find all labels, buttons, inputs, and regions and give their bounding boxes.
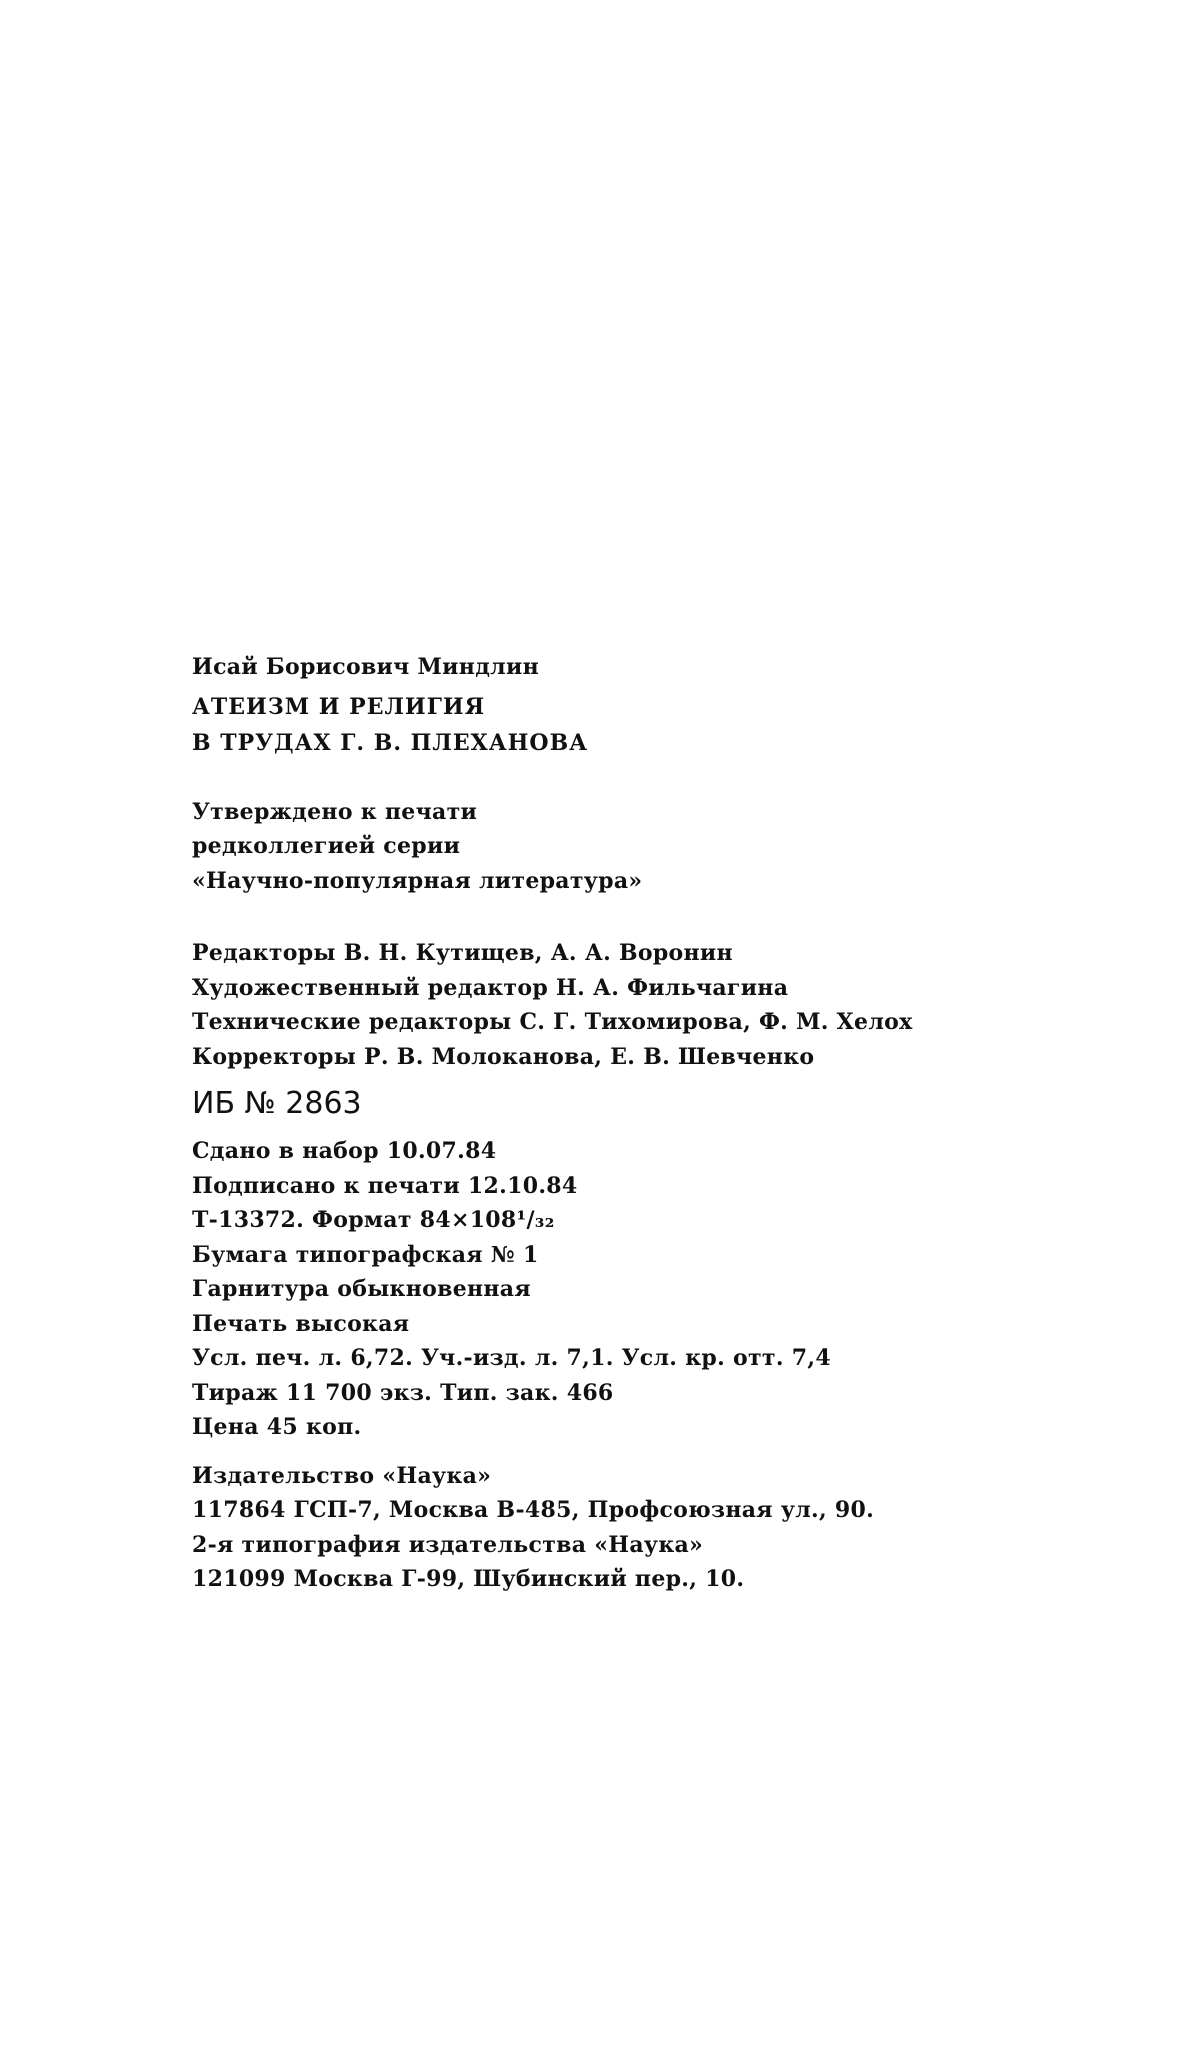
print-info-line: Сдано в набор 10.07.84 xyxy=(192,1138,497,1164)
print-info-line: Подписано к печати 12.10.84 xyxy=(192,1172,578,1199)
editors-line: Художественный редактор Н. А. Фильчагина xyxy=(192,974,789,1001)
editors-line: Корректоры Р. В. Молоканова, Е. В. Шевченко xyxy=(192,1043,815,1070)
publisher-line: Издательство «Наука» xyxy=(192,1462,492,1489)
print-info-line: Тираж 11 700 экз. Тип. зак. 466 xyxy=(192,1379,614,1406)
print-info-line: Цена 45 коп. xyxy=(192,1414,362,1440)
approval-block xyxy=(192,795,1052,899)
approval-line: Утверждено к печати xyxy=(192,798,478,825)
print-info-line: Бумага типографская № 1 xyxy=(192,1241,539,1268)
book-title-line-1: АТЕИЗМ И РЕЛИГИЯ xyxy=(192,693,486,720)
print-info-line: Усл. печ. л. 6,72. Уч.-изд. л. 7,1. Усл. кр. отт. 7,4 xyxy=(192,1345,831,1371)
editors-block xyxy=(192,936,1052,1074)
publisher-line: 2-я типография издательства «Наука» xyxy=(192,1531,704,1558)
publisher-block xyxy=(192,1459,1052,1597)
editors-line: Редакторы В. Н. Кутищев, А. А. Воронин xyxy=(192,940,733,966)
publisher-line: 121099 Москва Г-99, Шубинский пер., 10. xyxy=(192,1566,745,1592)
print-info-line: Печать высокая xyxy=(192,1310,410,1337)
editors-line: Технические редакторы С. Г. Тихомирова, Ф. М. Хелох xyxy=(192,1009,913,1035)
publisher-line: 117864 ГСП-7, Москва В-485, Профсоюзная ул., 90. xyxy=(192,1497,875,1523)
ib-number: ИБ № 2863 xyxy=(192,1086,362,1121)
print-info-line: Гарнитура обыкновенная xyxy=(192,1276,531,1302)
book-title-line-2: В ТРУДАХ Г. В. ПЛЕХАНОВА xyxy=(192,729,589,756)
print-info-line: Т-13372. Формат 84×108¹/₃₂ xyxy=(192,1207,555,1233)
print-info-block xyxy=(192,1134,1052,1445)
approval-line: редколлегией серии xyxy=(192,833,461,859)
author-name: Исай Борисович Миндлин xyxy=(192,654,539,680)
approval-line: «Научно-популярная литература» xyxy=(192,867,643,894)
colophon xyxy=(192,650,1052,1597)
